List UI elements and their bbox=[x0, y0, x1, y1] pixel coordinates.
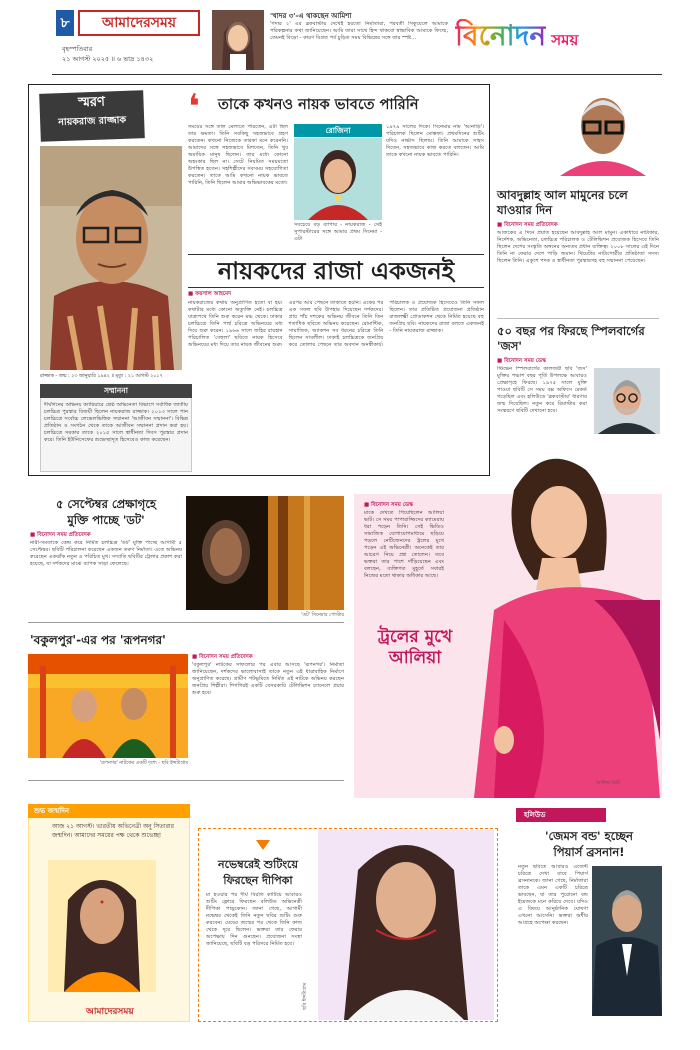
quote-headline: তাকে কখনও নায়ক ভাবতে পারিনি bbox=[218, 97, 419, 113]
bokulpur-caption: 'রূপনগর' নাটকের একটি দৃশ্যে - ছবি ইন্সটাগ্রাম bbox=[99, 761, 188, 766]
amisha-photo bbox=[212, 10, 264, 70]
brosnan-text: নতুন ছবিতে আবারও এজেন্ট চরিত্রে দেখা যাবে পিয়ার্স ব্রসনানকে। জানা গেছে, নির্মাতারা তাকে এমন একটি চরিত্রে ভাবছেন, যা তার পুরোনো বন্ড ইমেজকে মনে করিয়ে দেবে। যদিও এ বিষয়ে আনুষ্ঠানিক ঘোষণা এখনো আসেনি। ভক্তরা অধীর আগ্রহে অপেক্ষা করছেন। bbox=[518, 864, 588, 926]
alia-photo bbox=[474, 440, 660, 798]
dut-byline: ■ বিনোদন সময় প্রতিবেদক bbox=[30, 532, 91, 540]
bokulpur-byline: ■ বিনোদন সময় প্রতিবেদক bbox=[192, 654, 253, 662]
anu-sithara-photo bbox=[48, 860, 156, 992]
birthday-footer-logo: আমাদেরসময় bbox=[86, 1007, 134, 1017]
bokulpur-headline: 'বকুলপুর'-এর পর 'রূপনগর' bbox=[30, 633, 166, 647]
header-date: ২১ আগস্ট ২০২৫ ॥ ৬ ভাদ্র ১৪৩২ bbox=[62, 55, 154, 63]
tribute-tag-line2: নায়করাজ রাজ্জাক bbox=[58, 114, 127, 129]
jaws-byline: ■ বিনোদন সময় ডেস্ক bbox=[497, 358, 546, 366]
headline-bottom-rule bbox=[188, 287, 484, 288]
dut-divider bbox=[28, 622, 344, 623]
alia-headline-1: ট্রলের মুখে bbox=[377, 627, 453, 647]
dut-caption: 'ডট' সিনেমার পোস্টার bbox=[301, 613, 344, 618]
main-headline: নায়কদের রাজা একজনই bbox=[217, 257, 455, 285]
header-divider bbox=[52, 74, 662, 75]
mamun-photo bbox=[548, 84, 658, 176]
deepika-text: মা হওয়ার পর দীর্ঘ বিরতি কাটিয়ে আবারও শুটিং ফ্লোরে ফিরছেন বলিউড অভিনেত্রী দীপিকা পাড়ুকোন। জানা গেছে, আগামী নভেম্বর থেকেই তিনি নতুন ছবির শুটিং শুরু করবেন। মেয়ের জন্মের পর থেকে তিনি কাজ থেকে দূরে ছিলেন। ভক্তরা তার ফেরার অপেক্ষায় দিন গুনছেন। প্রযোজনা সংস্থা জানিয়েছে, ছবিটি বড় পরিসরে নির্মিত হবে। bbox=[206, 892, 302, 947]
dut-headline-2: মুক্তি পাচ্ছে 'ডট' bbox=[67, 513, 145, 527]
mamun-text: আজকের এ দিনে প্রয়াত হয়েছেন আবদুল্লাহ আল মামুন। একাধারে নাট্যকার, নির্দেশক, অভিনেতা, চলচ্চিত্র পরিচালক ও টেলিভিশন প্রযোজক হিসেবে তিনি ছিলেন দেশের সংস্কৃতি অঙ্গনের অন্যতম প্রধান ব্যক্তিত্ব। ২০০৮ সালের এই দিনে তিনি না ফেরার দেশে পাড়ি জমান। থিয়েটার নাট্যগোষ্ঠীর প্রতিষ্ঠাতা সদস্য ছিলেন তিনি। একুশে পদক ও স্বাধীনতা পুরস্কারসহ বহু সম্মাননা পেয়েছেন। bbox=[497, 230, 659, 264]
deepika-headline-1: নভেম্বরেই শুটিংয়ে bbox=[218, 858, 298, 871]
mamun-headline: আবদুল্লাহ আল মামুনের চলে যাওয়ার দিন bbox=[497, 188, 628, 217]
razzak-caption: রাজ্জাক - জন্ম : ২৩ জানুয়ারি ১৯৪২ ॥ মৃত্যু : ২১ আগস্ট ২০১৭ bbox=[40, 374, 163, 379]
dut-poster bbox=[186, 496, 344, 610]
mamun-divider bbox=[497, 318, 659, 319]
dut-text: নারী-সমতাকে কেন্দ্র করে নির্মিত চলচ্চিত্র 'ডট' মুক্তি পাচ্ছে আগামী ৫ সেপ্টেম্বর। ছবিটি পরিচালনা করেছেন একজন তরুণ নির্মাতা। এতে অভিনয় করেছেন একঝাঁক নতুন ও পরিচিত মুখ। সম্প্রতি ছবিটির ট্রেলার প্রকাশ করা হয়েছে, যা দর্শকদের মাঝে ব্যাপক সাড়া ফেলেছে। bbox=[30, 540, 182, 567]
deepika-photo bbox=[318, 830, 494, 1020]
brosnan-tag-label: হলিউড bbox=[524, 811, 546, 819]
paper-logo-text: আমাদেরসময় bbox=[101, 15, 177, 31]
teaser-title: 'খাদর ৩'-এ থাকছেন আমিশা bbox=[270, 12, 352, 20]
tribute-body: নায়করাজের কথায় অনুপ্রাণিত হতো বা হয়। কথাটার মধ্যে কোনো অত্যুক্তি নেই। চলচ্চিত্র যাত্রাপথে তিনি শুরু করেন মঞ্চ থেকে। ঢাকার চলচ্চিত্রে তিনি পার্শ্ব চরিত্রে অভিনয়ের মধ্য দিয়ে শুরু করেন। ১৯৬৬ সালে জহির রায়হান পরিচালিত 'বেহুলা' ছবিতে নায়ক হিসেবে অভিনয়ের মধ্য দিয়ে তার নায়ক জীবনের শুরু। এরপর আর পেছনে তাকাতে হয়নি। একের পর এক সফল ছবি উপহার দিয়েছেন দর্শকদের। প্রায় পাঁচ দশকের অভিনয় জীবনে তিনি তিন শতাধিক ছবিতে অভিনয় করেছেন। রোমান্টিক, সামাজিক, অ্যাকশন সব ধরনের চরিত্রে তিনি ছিলেন সাবলীল। ঢাকাই চলচ্চিত্রকে জনপ্রিয় করে তোলার পেছনে তার অবদান অনস্বীকার্য। পরিচালক ও প্রযোজক হিসেবেও তিনি সফল ছিলেন। তার প্রতিষ্ঠিত প্রযোজনা প্রতিষ্ঠান রাজলক্ষ্মী প্রোডাকশন থেকে নির্মিত হয়েছে বহু জনপ্রিয় ছবি। নায়কদের রাজা বলতে একজনই - তিনি নায়করাজ রাজ্জাক। bbox=[188, 300, 484, 348]
alia-headline-2: আলিয়া bbox=[388, 648, 442, 668]
razzak-photo bbox=[40, 146, 182, 370]
paper-logo bbox=[78, 10, 200, 36]
section-logo-main: বিনোদন bbox=[455, 19, 547, 52]
honors-title: সম্মাননা bbox=[40, 384, 192, 398]
page-number-box: ৮ bbox=[56, 10, 74, 36]
brosnan-headline-2: পিয়ার্স ব্রসনান! bbox=[553, 845, 625, 859]
headline-top-rule bbox=[188, 254, 484, 255]
mamun-byline: ■ বিনোদন সময় প্রতিবেদক bbox=[497, 222, 558, 230]
alia-text-top: মাকে দেখতে গিয়েছিলেন আলিয়া ভাট। সে সময় পাপারাজ্জিদের ক্যামেরায় ধরা পড়েন তিনি। সেই ভিডিও সামাজিক যোগাযোগমাধ্যমে ছড়িয়ে পড়লে নেটিজেনদের ট্রলের মুখে পড়েন এই অভিনেত্রী। অনেকেই তার আচরণ নিয়ে প্রশ্ন তোলেন। তবে ভক্তরা তার পাশে দাঁড়িয়েছেন এবং বলছেন, ব্যক্তিগত মুহূর্তে সবারই নিজের মতো থাকার অধিকার আছে। bbox=[364, 510, 444, 579]
rozina-label: রোজিনা bbox=[294, 124, 382, 137]
jaws-text: স্টিভেন স্পিলবার্গের কালজয়ী ছবি 'জস' মুক্তির পঞ্চাশ বছর পূর্তি উপলক্ষে আবারও প্রেক্ষাগৃহে ফিরছে। ১৯৭৫ সালে মুক্তি পাওয়া ছবিটি সে সময় বক্স অফিসে রেকর্ড গড়েছিল এবং হলিউডে 'ব্লকবাস্টার' ধারণার জন্ম দিয়েছিল। নতুন করে রিমাস্টার করা সংস্করণে ছবিটি দেখানো হবে। bbox=[497, 366, 587, 414]
deepika-side-label: ছবি ইন্সটাগ্রাম bbox=[302, 982, 308, 1010]
quote-mark: ❛ bbox=[188, 87, 200, 127]
deepika-arrow-icon bbox=[256, 840, 270, 850]
tribute-tag bbox=[39, 90, 145, 142]
rozina-text: সবচেয়ে বড় ব্যাপার - নায়করাজ - সেই সুপারস্টারের সঙ্গে আমার প্রথম সিনেমা - এটা bbox=[294, 222, 382, 242]
section-logo-sub: সময় bbox=[551, 31, 579, 49]
honors-text: দীর্ঘদিনের অভিনয় ক্যারিয়ারে শ্রেষ্ঠ অভিনেতা বিভাগে সর্বাধিক জাতীয় চলচ্চিত্র পুরস্কার বিজয়ী ছিলেন নায়করাজ রাজ্জাক। ২০১৩ সালে পান চলচ্চিত্রে সর্বোচ্চ লেভেলভিত্তিক সম্মাননা 'আজীবন সম্মাননা'। বিভিন্ন প্রতিষ্ঠান ও সংগঠন থেকে তাকে আজীবন সম্মাননা প্রদান করা হয়। চলচ্চিত্রে সরকার তাকে ২০১৫ সালে স্বাধীনতা দিবস পুরস্কার প্রদান করে। তিনি ইউনিসেফের শুভেচ্ছাদূত হিসেবেও কাজ করেছেন। bbox=[44, 402, 188, 443]
brosnan-tag bbox=[516, 808, 606, 822]
rozina-photo bbox=[294, 138, 382, 220]
bokulpur-divider bbox=[28, 780, 344, 781]
birthday-title: শুভ জন্মদিন bbox=[28, 804, 190, 818]
quote-right-text: ১৯৭৯ সালের দিকে। সিনেমার নাম 'আনাড়ি'। পরিচালক ছিলেন মোস্তফা। প্রথমদিনের শুটিং যদিও নার্ভাস ছিলাম। তিনি আমাকে সাহস দিতেন, সহজভাবে কাজ করতে বলতেন। আমি তাকে কখনো নায়ক ভাবতে পারিনি। bbox=[386, 124, 484, 158]
header-day: বৃহস্পতিবার bbox=[62, 45, 93, 53]
birthday-text: আজ ২১ আগস্ট। ভারতীয় অভিনেত্রী অনু সিতারার জন্মদিন। আমাদের সময়ের পক্ষ থেকে শুভেচ্ছা bbox=[52, 823, 174, 839]
section-logo bbox=[455, 14, 655, 60]
spielberg-photo bbox=[594, 368, 660, 434]
brosnan-photo bbox=[592, 866, 662, 1016]
dut-headline-1: ৫ সেপ্টেম্বর প্রেক্ষাগৃহে bbox=[55, 497, 157, 511]
quote-text: সময়ের সঙ্গে তাল মেলাতে পারতেন, এটা ছিল তার ক্ষমতা। তিনি সবকিছু সহজভাবে গ্রহণ করতেন। কখনো নিজেকে তারকা মনে করেননি। আমাদের সঙ্গে সহজভাবে মিশতেন, তিনি খুব অমায়িক মানুষ ছিলেন। তার মধ্যে কোনো অহংকার ছিল না। সেটে নিয়মিত সময়মতো উপস্থিত হতেন। সহশিল্পীদের সবসময় সহযোগিতা করতেন। তাকে আমি কখনো নায়ক ভাবতে পারিনি, তিনি ছিলেন আমার অভিভাবকের মতো। bbox=[188, 124, 288, 186]
bokulpur-text: 'বকুলপুর' নাটকের সাফল্যের পর এবার আসছে 'রূপনগর'। নির্মাতা জানিয়েছেন, দর্শকদের ভালোবাসাই তাকে নতুন এই ধারাবাহিক নির্মাণে অনুপ্রাণিত করেছে। গ্রামীণ পটভূমিতে নির্মিত এই নাটকে অভিনয় করছেন জনপ্রিয় শিল্পীরা। শিগগিরই একটি বেসরকারি টেলিভিশন চ্যানেলে প্রচার শুরু হবে। bbox=[192, 662, 344, 696]
teaser-text: 'গদার ২' এর ব্লকবাস্টার দেখেই হয়তো নির্মাতারা, পরবর্তী সিকুয়েলে আমাকে পরিকল্পনার কথা জানিয়েছেন। আমি তারা সাথে হিন্দ থাকবো স্বাভাবিক আমাকে ফিল্মে, তেমনই বিড়ো - কারণ বিগ্রত পর্ব চুড়িত সময় বিভিন্নের সঙ্গে তার স্পষ্ট... bbox=[270, 21, 448, 41]
tribute-tag-line1: স্মরণ bbox=[77, 94, 106, 111]
alia-caption: আলিয়া ভাট bbox=[596, 781, 620, 786]
brosnan-headline-1: 'জেমস বন্ড' হচ্ছেন bbox=[545, 829, 633, 843]
alia-byline: ■ বিনোদন সময় ডেস্ক bbox=[364, 502, 413, 510]
jaws-headline: ৫০ বছর পর ফিরছে স্পিলবার্গের 'জস' bbox=[497, 324, 645, 353]
tribute-byline: ■ ফয়সাল আহমেদ bbox=[188, 291, 231, 299]
rupnagar-photo bbox=[28, 654, 188, 758]
deepika-headline-2: ফিরছেন দীপিকা bbox=[223, 874, 293, 887]
